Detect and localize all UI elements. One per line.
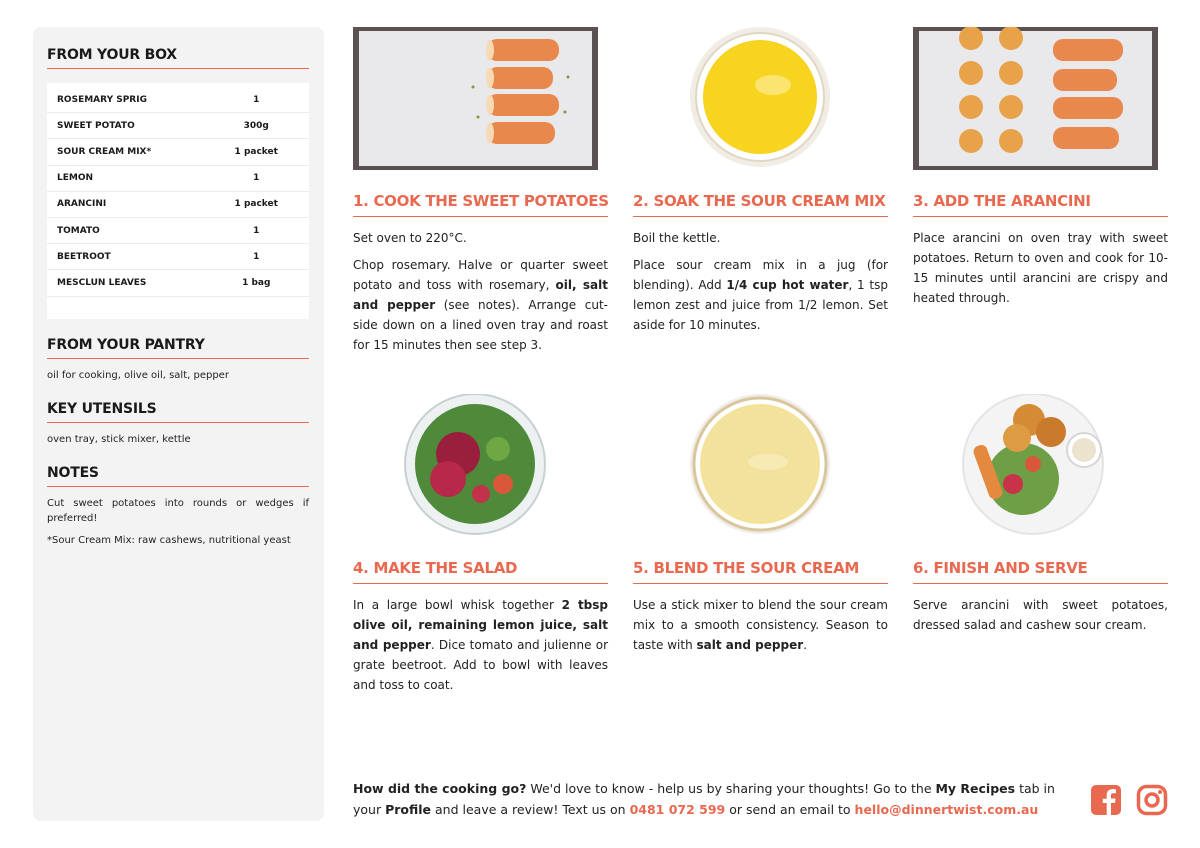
salad-bowl-illustration	[353, 394, 608, 537]
profile-link[interactable]: Profile	[385, 802, 432, 817]
step-6-photo	[913, 394, 1168, 537]
ingredient-qty: 1	[253, 225, 260, 236]
step-6	[913, 394, 1168, 642]
step-6-text: Serve arancini with sweet potatoes, dressed salad and cashew sour cream.	[913, 598, 1168, 632]
ingredient-name: SOUR CREAM MIX*	[57, 146, 152, 157]
ingredient-name: SWEET POTATO	[57, 120, 135, 131]
ingredient-qty: 300g	[243, 120, 269, 131]
ingredient-qty: 1	[253, 94, 260, 105]
text-run: Use a stick mixer to blend the sour cream mix to a smooth consistency. Season to taste with	[633, 598, 888, 652]
ingredient-row	[47, 139, 309, 165]
step-4	[353, 394, 608, 702]
text-run: (see notes). Arrange cut-side down on a lined oven tray and roast for 15 minutes then see step 3.	[353, 298, 608, 352]
ingredient-name: LEMON	[57, 173, 94, 184]
step-2-body	[633, 228, 888, 335]
step-2-text-2	[633, 255, 888, 335]
ingredient-name: ARANCINI	[57, 199, 107, 210]
ingredient-row	[47, 270, 309, 296]
step-1-title: 1. COOK THE SWEET POTATOES	[353, 192, 608, 217]
step-1-text: Set oven to 220°C.	[353, 231, 467, 245]
text-run: Place sour cream mix in a jug (for blending). Add	[633, 258, 888, 292]
ingredient-name: BEETROOT	[57, 251, 111, 262]
step-6-body	[913, 595, 1168, 635]
email-link[interactable]: hello@dinnertwist.com.au	[854, 802, 1039, 817]
ingredient-row	[47, 166, 309, 192]
step-3	[913, 27, 1168, 315]
feedback-question: How did the cooking go?	[353, 781, 527, 796]
step-2-text: Boil the kettle.	[633, 231, 721, 245]
step-3-text: Place arancini on oven tray with sweet potatoes. Return to oven and cook for 10-15 minutes until arancini are crispy and heated through.	[913, 231, 1168, 305]
ingredient-qty: 1	[253, 251, 260, 262]
phone-link[interactable]: 0481 072 599	[629, 802, 726, 817]
text-run: , 1 tsp lemon zest and juice from 1/2 lemon. Set aside for 10 minutes.	[633, 278, 888, 332]
notes-footnote: *Sour Cream Mix: raw cashews, nutritional yeast	[47, 535, 291, 546]
step-5	[633, 394, 888, 662]
my-recipes-link[interactable]: My Recipes	[935, 781, 1016, 796]
from-your-box-heading: FROM YOUR BOX	[47, 47, 309, 69]
text-run: or send an email to	[725, 802, 855, 817]
bold-run: salt and pepper	[696, 638, 804, 652]
step-4-text	[353, 595, 608, 695]
tray-sweet-potato-illustration	[353, 27, 598, 170]
step-5-body	[633, 595, 888, 655]
ingredients-sidebar	[33, 27, 324, 821]
text-run: .	[803, 638, 807, 652]
step-6-title: 6. FINISH AND SERVE	[913, 559, 1168, 584]
notes-text: Cut sweet potatoes into rounds or wedges if preferred!	[47, 498, 309, 524]
step-1-body	[353, 228, 608, 355]
pantry-heading: FROM YOUR PANTRY	[47, 337, 309, 359]
feedback-footer	[353, 778, 1073, 820]
ingredient-row	[47, 244, 309, 270]
step-1	[353, 27, 608, 362]
blended-sour-cream-illustration	[633, 394, 888, 537]
ingredient-row	[47, 218, 309, 244]
step-2	[633, 27, 888, 342]
ingredients-table	[47, 83, 309, 319]
plated-dish-illustration	[913, 394, 1168, 537]
step-5-title: 5. BLEND THE SOUR CREAM	[633, 559, 888, 584]
bold-run: 1/4 cup hot water	[726, 278, 849, 292]
ingredient-qty: 1 packet	[234, 199, 278, 210]
jug-sour-cream-illustration	[633, 27, 888, 170]
text-run: We'd love to know - help us by sharing your thoughts! Go to the	[526, 781, 936, 796]
step-3-title: 3. ADD THE ARANCINI	[913, 192, 1168, 217]
step-4-photo	[353, 394, 608, 537]
text-run: . Dice tomato and julienne or grate beetroot. Add to bowl with leaves and toss to coat.	[353, 638, 609, 692]
instagram-icon[interactable]	[1136, 784, 1168, 816]
step-4-body	[353, 595, 608, 695]
ingredient-name: TOMATO	[57, 225, 100, 236]
step-4-title: 4. MAKE THE SALAD	[353, 559, 608, 584]
step-3-photo	[913, 27, 1168, 170]
step-2-title: 2. SOAK THE SOUR CREAM MIX	[633, 192, 888, 217]
step-1-photo	[353, 27, 608, 170]
facebook-icon[interactable]	[1090, 784, 1122, 816]
ingredient-name: ROSEMARY SPRIG	[57, 94, 147, 105]
utensils-text: oven tray, stick mixer, kettle	[47, 434, 191, 445]
ingredient-qty: 1 bag	[242, 277, 271, 288]
step-1-text-2	[353, 255, 608, 355]
utensils-section	[47, 401, 309, 447]
notes-heading: NOTES	[47, 465, 309, 487]
ingredient-qty: 1	[253, 173, 260, 184]
text-run: tab in your	[353, 781, 1055, 817]
text-run: In a large bowl whisk together	[353, 598, 562, 612]
text-run: and leave a review! Text us on	[431, 802, 630, 817]
ingredient-qty: 1 packet	[234, 146, 278, 157]
ingredient-name: MESCLUN LEAVES	[57, 277, 147, 288]
text-run: Chop rosemary. Halve or quarter sweet potato and toss with rosemary,	[353, 258, 608, 292]
bold-run: 2 tbsp olive oil, remaining lemon juice, salt and pepper	[353, 598, 609, 652]
ingredient-row	[47, 113, 309, 139]
step-5-text	[633, 595, 888, 655]
step-2-photo	[633, 27, 888, 170]
ingredient-row	[47, 192, 309, 218]
ingredient-row	[47, 87, 309, 113]
pantry-section	[47, 337, 309, 383]
utensils-heading: KEY UTENSILS	[47, 401, 309, 423]
step-3-body	[913, 228, 1168, 308]
tray-arancini-illustration	[913, 27, 1158, 170]
pantry-text: oil for cooking, olive oil, salt, pepper	[47, 370, 229, 381]
bold-run: oil, salt and pepper	[353, 278, 609, 312]
step-5-photo	[633, 394, 888, 537]
social-links	[1090, 784, 1168, 816]
notes-section	[47, 465, 309, 548]
